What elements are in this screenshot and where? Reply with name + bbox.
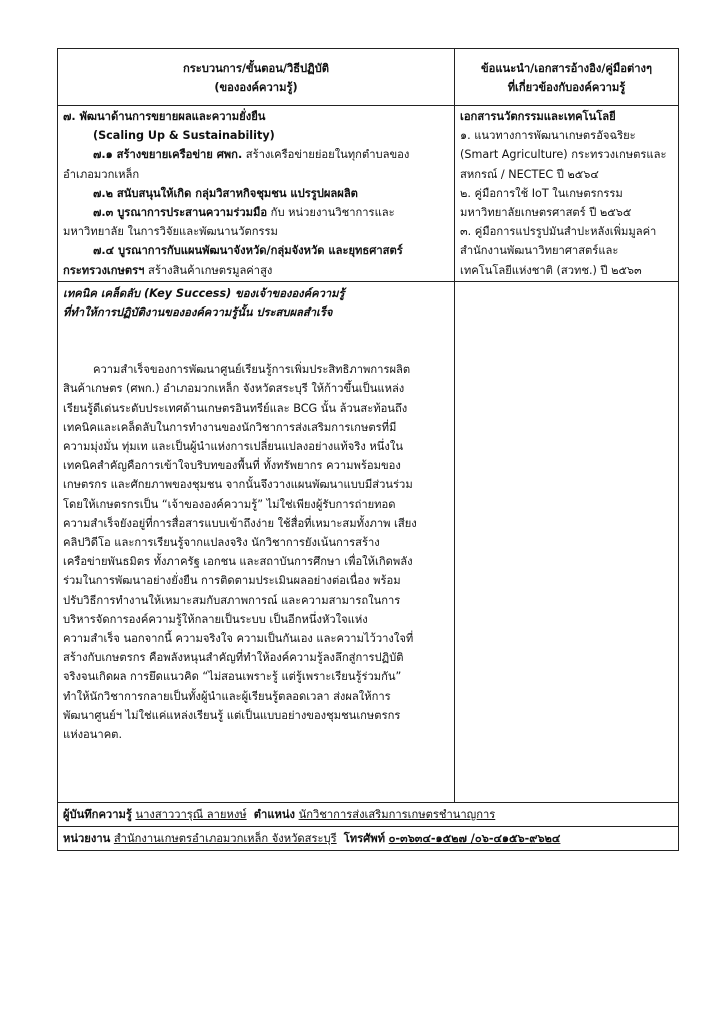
reference-line: ๒. คู่มือการใช้ IoT ในเกษตรกรรม — [460, 186, 623, 200]
paragraph-line: จริงจนเกิดผล การยึดแนวคิด “ไม่สอนเพราะรู้ แต่รู้เพราะเรียนรู้ร่วมกัน” — [63, 670, 402, 684]
header-process-line2: (ขององค์ความรู้) — [214, 81, 298, 94]
paragraph-line: เกษตรกร และศักยภาพของชุมชน จากนั้นจึงวางแผนพัฒนาแบบมีส่วนร่วม — [63, 478, 413, 492]
header-process — [58, 49, 455, 106]
paragraph-line: โดยให้เกษตรกรเป็น “เจ้าขององค์ความรู้” ไม่ใช่เพียงผู้รับการถ่ายทอด — [63, 497, 396, 511]
paragraph-line: ทำให้นักวิชาการกลายเป็นทั้งผู้นำและผู้เรียนรู้ตลอดเวลา ส่งผลให้การ — [63, 689, 391, 703]
key-success-cell — [58, 281, 455, 802]
paragraph-line: พัฒนาศูนย์ฯ ไม่ใช่แค่แหล่งเรียนรู้ แต่เป็นแบบอย่างของชุมชนเกษตรกร — [63, 708, 401, 722]
position-value: นักวิชาการส่งเสริมการเกษตรชำนาญการ — [298, 807, 496, 821]
key-success-heading-2: ที่ทำให้การปฏิบัติงานขององค์ความรู้นั้น ประสบผลสำเร็จ — [63, 306, 333, 320]
paragraph-line: ความสำเร็จ นอกจากนี้ ความจริงใจ ความเป็นกันเอง และความไว้วางใจที่ — [63, 632, 414, 646]
paragraph-line: เครือข่ายพันธมิตร ทั้งภาครัฐ เอกชน และสถาบันการศึกษา เพื่อให้เกิดพลัง — [63, 555, 413, 569]
paragraph-line: แห่งอนาคต. — [63, 728, 123, 742]
item-7-3-text: กับ หน่วยงานวิชาการและ — [267, 206, 395, 220]
recorder-cell — [58, 802, 679, 826]
paragraph-line: เทคนิคสำคัญคือการเข้าใจบริบทของพื้นที่ ทั้งทรัพยากร ความพร้อมของ — [63, 459, 401, 473]
reference-line: ๓. คู่มือการแปรรูปมันสำปะหลังเพิ่มมูลค่า — [460, 225, 657, 239]
references-cell — [455, 106, 679, 282]
paragraph-line: สินค้าเกษตร (ศพก.) อำเภอมวกเหล็ก จังหวัดสระบุรี ให้ก้าวขึ้นเป็นแหล่ง — [63, 382, 405, 396]
paragraph-line: ร่วมในการพัฒนาอย่างยั่งยืน การติดตามประเมินผลอย่างต่อเนื่อง พร้อม — [63, 574, 401, 588]
header-references-line1: ข้อแนะนำ/เอกสารอ้างอิง/คู่มือต่างๆ — [480, 61, 652, 75]
key-success-paragraph — [63, 360, 449, 744]
paragraph-line: สร้างกับเกษตรกร คือพลังหนุนสำคัญที่ทำให้องค์ความรู้ลงลึกสู่การปฏิบัติ — [63, 651, 404, 665]
agency-cell — [58, 827, 679, 851]
recorder-label: ผู้บันทึกความรู้ — [63, 807, 132, 821]
section7-title: ๗. พัฒนาด้านการขยายผลและความยั่งยืน — [63, 110, 266, 123]
paragraph-line: ความสำเร็จของการพัฒนาศูนย์เรียนรู้การเพิ่มประสิทธิภาพการผลิต — [93, 363, 411, 377]
key-success-notes-cell — [455, 281, 679, 802]
reference-line: เทคโนโลยีแห่งชาติ (สวทช.) ปี ๒๕๖๓ — [460, 263, 642, 277]
reference-line: สำนักงานพัฒนาวิทยาศาสตร์และ — [460, 244, 619, 258]
paragraph-line: เทคนิคและเคล็ดลับในการทำงานของนักวิชาการส่งเสริมการเกษตรที่มี — [63, 420, 397, 434]
recorder-name: นางสาววารุณี ลายหงษ์ — [135, 807, 247, 821]
item-7-4: ๗.๔ บูรณาการกับแผนพัฒนาจังหวัด/กลุ่มจังหวัด และยุทธศาสตร์ — [93, 244, 403, 258]
key-success-row — [58, 281, 679, 802]
reference-line: ๑. แนวทางการพัฒนาเกษตรอัจฉริยะ — [460, 129, 636, 143]
section7-cell — [58, 106, 455, 282]
paragraph-line: ความสำเร็จยังอยู่ที่การสื่อสารแบบเข้าถึงง่าย ใช้สื่อที่เหมาะสมทั้งภาพ เสียง — [63, 516, 417, 530]
knowledge-record-sheet — [57, 48, 667, 851]
reference-line: (Smart Agriculture) กระทรวงเกษตรและ — [460, 148, 667, 162]
position-label: ตำแหน่ง — [253, 807, 296, 821]
recorder-row — [58, 802, 679, 826]
paragraph-line: เรียนรู้ดีเด่นระดับประเทศด้านเกษตรอินทรีย์และ BCG นั้น ล้วนสะท้อนถึง — [63, 401, 408, 415]
section7-subtitle: (Scaling Up & Sustainability) — [93, 129, 275, 143]
item-7-3-label: ๗.๓ บูรณาการประสานความร่วมมือ — [93, 206, 268, 220]
agency-value: สำนักงานเกษตรอำเภอมวกเหล็ก จังหวัดสระบุรี — [113, 832, 337, 846]
item-7-4-label2: กระทรวงเกษตรฯ — [63, 263, 145, 277]
section7-row — [58, 106, 679, 282]
header-references — [455, 49, 679, 106]
paragraph-line: บริหารจัดการองค์ความรู้ให้กลายเป็นระบบ เป็นอีกหนึ่งหัวใจแห่ง — [63, 612, 368, 626]
references-title: เอกสารนวัตกรรมและเทคโนโลยี — [460, 110, 616, 123]
paragraph-line: คลิปวิดีโอ และการเรียนรู้จากแปลงจริง นักวิชาการยังเน้นการสร้าง — [63, 536, 380, 550]
paragraph-line: ปรับวิธีการทำงานให้เหมาะสมกับสภาพการณ์ และความสามารถในการ — [63, 593, 401, 607]
item-7-1 — [63, 145, 449, 164]
item-7-3 — [63, 203, 449, 222]
item-7-1-label: ๗.๑ สร้างขยายเครือข่าย ศพก. — [93, 148, 243, 162]
item-7-4-text: สร้างสินค้าเกษตรมูลค่าสูง — [144, 263, 273, 277]
phone-label: โทรศัพท์ — [343, 832, 386, 846]
header-references-line2: ที่เกี่ยวข้องกับองค์ความรู้ — [507, 81, 626, 94]
item-7-4-cont — [63, 261, 449, 280]
reference-line: สหกรณ์ / NECTEC ปี ๒๕๖๔ — [460, 167, 599, 181]
knowledge-table — [57, 48, 679, 851]
table-header-row — [58, 49, 679, 106]
header-process-line1: กระบวนการ/ขั้นตอน/วิธีปฏิบัติ — [182, 61, 330, 75]
key-success-heading-1: เทคนิค เคล็ดลับ (Key Success) ของเจ้าขององค์ความรู้ — [63, 286, 345, 300]
agency-label: หน่วยงาน — [63, 832, 111, 846]
paragraph-line: ความมุ่งมั่น ทุ่มเท และเป็นผู้นำแห่งการเปลี่ยนแปลงอย่างแท้จริง หนึ่งใน — [63, 440, 403, 454]
item-7-2: ๗.๒ สนับสนุนให้เกิด กลุ่มวิสาหกิจชุมชน แปรรูปผลผลิต — [93, 186, 358, 200]
phone-value: ๐-๓๖๓๔-๑๕๒๗ /๐๖-๔๑๕๖-๙๖๒๔ — [388, 832, 561, 846]
agency-row — [58, 827, 679, 851]
item-7-1-cont: อำเภอมวกเหล็ก — [63, 167, 140, 181]
reference-line: มหาวิทยาลัยเกษตรศาสตร์ ปี ๒๕๖๕ — [460, 206, 632, 220]
item-7-3-cont: มหาวิทยาลัย ในการวิจัยและพัฒนานวัตกรรม — [63, 225, 278, 239]
item-7-1-text: สร้างเครือข่ายย่อยในทุกตำบลของ — [242, 148, 410, 162]
